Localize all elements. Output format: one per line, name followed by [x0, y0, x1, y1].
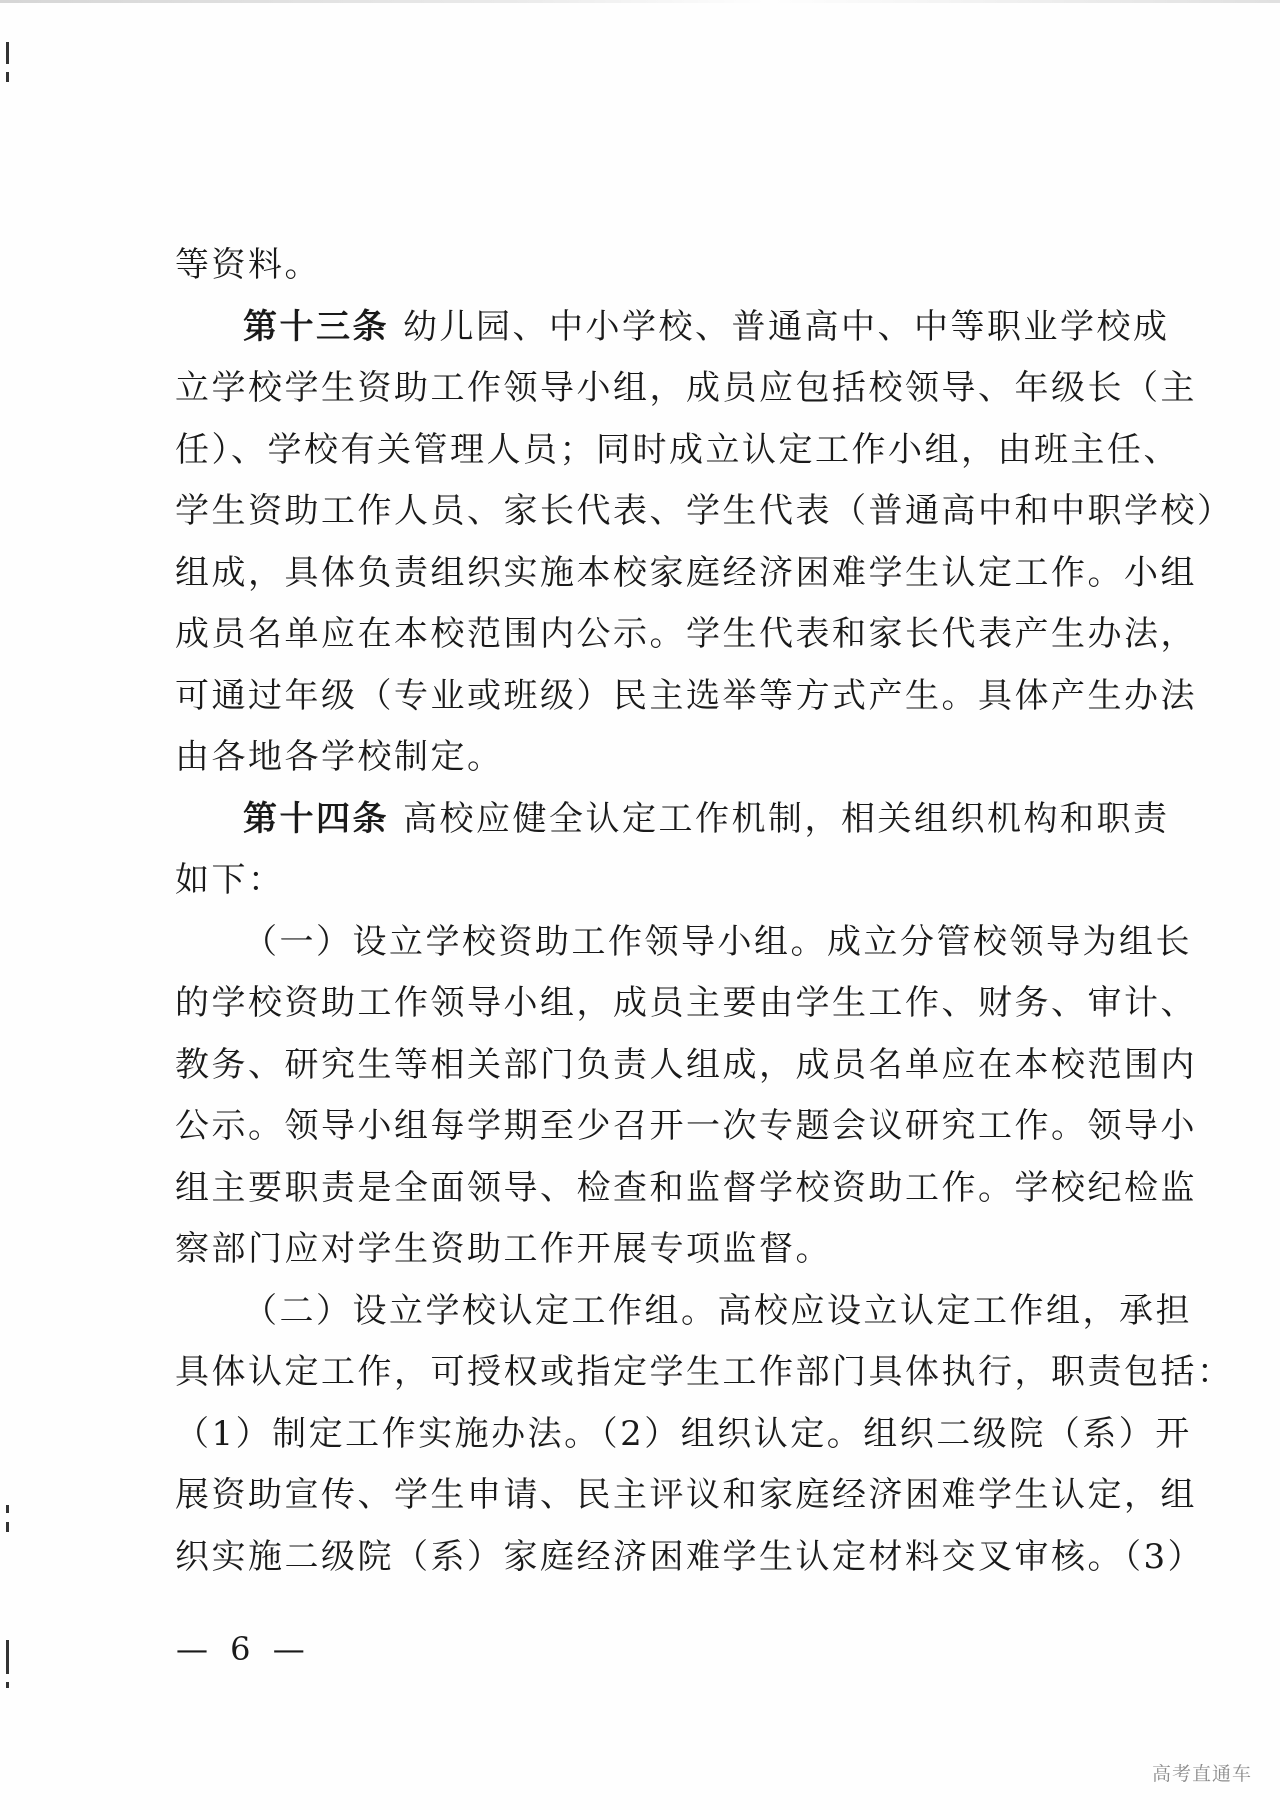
text-line: 织实施二级院（系）家庭经济困难学生认定材料交叉审核。（3） [175, 1536, 1205, 1577]
scan-mark [6, 1682, 9, 1688]
watermark: 高考直通车 [1151, 1763, 1252, 1785]
text-line: 由各地各学校制定。 [175, 737, 504, 777]
text-line: 高校应健全认定工作机制，相关组织机构和职责 [403, 798, 1170, 839]
text-line: 等资料。 [175, 245, 321, 285]
text-line: 教务、研究生等相关部门负责人组成，成员名单应在本校范围内 [175, 1044, 1197, 1085]
scan-mark [6, 1522, 9, 1532]
text-line: 公示。领导小组每学期至少召开一次专题会议研究工作。领导小 [175, 1106, 1197, 1146]
page-number: — 6 — [176, 1630, 311, 1668]
text-line: 任）、学校有关管理人员；同时成立认定工作小组，由班主任、 [175, 429, 1180, 470]
document-body [175, 235, 1234, 1588]
text-line: （一）设立学校资助工作领导小组。成立分管校领导为组长 [243, 921, 1192, 962]
text-line: 组成，具体负责组织实施本校家庭经济困难学生认定工作。小组 [175, 552, 1197, 593]
article-heading: 第十三条 [243, 306, 389, 347]
text-line: 展资助宣传、学生申请、民主评议和家庭经济困难学生认定，组 [175, 1475, 1197, 1515]
text-line: 的学校资助工作领导小组，成员主要由学生工作、财务、审计、 [175, 983, 1197, 1023]
text-line: 具体认定工作，可授权或指定学生工作部门具体执行，职责包括： [175, 1352, 1234, 1392]
scan-mark [6, 1640, 9, 1674]
text-line: 幼儿园、中小学校、普通高中、中等职业学校成 [403, 306, 1170, 347]
scan-mark [6, 42, 9, 64]
article-14-first-line [175, 789, 1170, 851]
text-line: 如下： [175, 860, 285, 900]
scan-mark [6, 1505, 9, 1513]
text-line: 察部门应对学生资助工作开展专项监督。 [175, 1229, 832, 1269]
scan-mark [6, 72, 9, 82]
text-line: 组主要职责是全面领导、检查和监督学校资助工作。学校纪检监 [175, 1167, 1197, 1208]
text-line: 成员名单应在本校范围内公示。学生代表和家长代表产生办法， [175, 614, 1197, 654]
text-line: 学生资助工作人员、家长代表、学生代表（普通高中和中职学校） [175, 491, 1234, 531]
scan-top-edge [0, 0, 1280, 3]
text-line: 立学校学生资助工作领导小组，成员应包括校领导、年级长（主 [175, 368, 1197, 408]
text-line: 可通过年级（专业或班级）民主选举等方式产生。具体产生办法 [175, 675, 1197, 716]
article-heading: 第十四条 [243, 798, 389, 839]
text-line: （二）设立学校认定工作组。高校应设立认定工作组，承担 [243, 1290, 1192, 1331]
article-13-first-line [175, 297, 1170, 359]
text-line: （1）制定工作实施办法。（2）组织认定。组织二级院（系）开 [175, 1413, 1192, 1454]
